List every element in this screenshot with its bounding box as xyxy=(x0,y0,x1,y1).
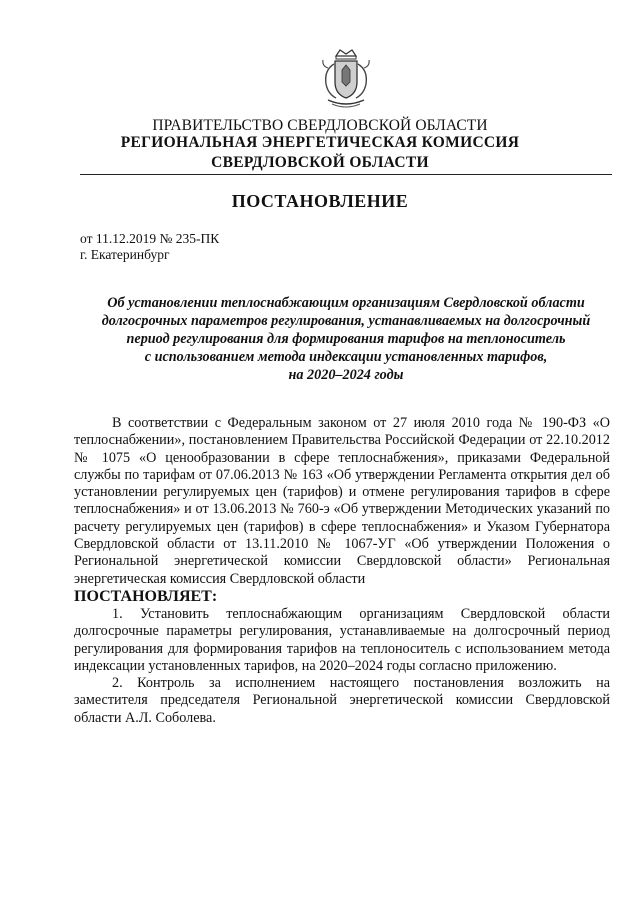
document-body xyxy=(74,415,610,727)
org-name-line2: РЕГИОНАЛЬНАЯ ЭНЕРГЕТИЧЕСКАЯ КОМИССИЯ xyxy=(120,134,520,151)
title-line: с использованием метода индексации установленных тарифов, xyxy=(144,349,548,365)
title-line: период регулирования для формирования тарифов на теплоноситель xyxy=(126,331,566,347)
resolve-heading: ПОСТАНОВЛЯЕТ: xyxy=(74,587,218,605)
title-line: Об установлении теплоснабжающим организациям Свердловской области xyxy=(107,295,585,311)
document-type-heading: ПОСТАНОВЛЕНИЕ xyxy=(231,191,409,211)
item-1-paragraph: 1. Установить теплоснабжающим организациям Свердловской области долгосрочные параметры регулирования, устанавливаемые на долгосрочный период регулирования для формирования тарифов на теплоноситель с использованием метода индексации установленных тарифов, на 2020–2024 годы согласно приложению. xyxy=(74,605,610,674)
preamble-paragraph: В соответствии с Федеральным законом от 27 июля 2010 года № 190-ФЗ «О теплоснабжении», постановлением Правительства Российской Федерации от 22.10.2012 № 1075 «О ценообразовании в сфере теплоснабжения», приказами Федеральной службы по тарифам от 07.06.2013 № 163 «Об утверждении Регламента открытия дел об установлении регулируемых цен (тарифов) и отмене регулирования тарифов в сфере теплоснабжения» и от 13.06.2013 № 760-э «Об утверждении Методических указаний по расчету регулируемых цен (тарифов) в сфере теплоснабжения» и Указом Губернатора Свердловской области от 13.11.2010 № 1067-УГ «Об утверждении Положения о Региональной энергетической комиссии Свердловской области» Региональная энергетическая комиссия Свердловской области xyxy=(74,415,610,587)
document-date-number: от 11.12.2019 № 235-ПК xyxy=(80,231,220,246)
item-2-paragraph: 2. Контроль за исполнением настоящего постановления возложить на заместителя председателя Региональной энергетической комиссии Свердловской области А.Л. Соболева. xyxy=(74,675,610,726)
title-line: на 2020–2024 годы xyxy=(288,367,404,383)
org-name-line1: ПРАВИТЕЛЬСТВО СВЕРДЛОВСКОЙ ОБЛАСТИ xyxy=(152,117,488,134)
title-line: долгосрочных параметров регулирования, устанавливаемых на долгосрочный xyxy=(101,313,591,329)
coat-of-arms-icon xyxy=(318,48,374,110)
header-divider xyxy=(80,174,612,175)
document-title xyxy=(80,294,612,384)
org-name-line3: СВЕРДЛОВСКОЙ ОБЛАСТИ xyxy=(211,154,429,171)
document-city: г. Екатеринбург xyxy=(80,247,170,262)
